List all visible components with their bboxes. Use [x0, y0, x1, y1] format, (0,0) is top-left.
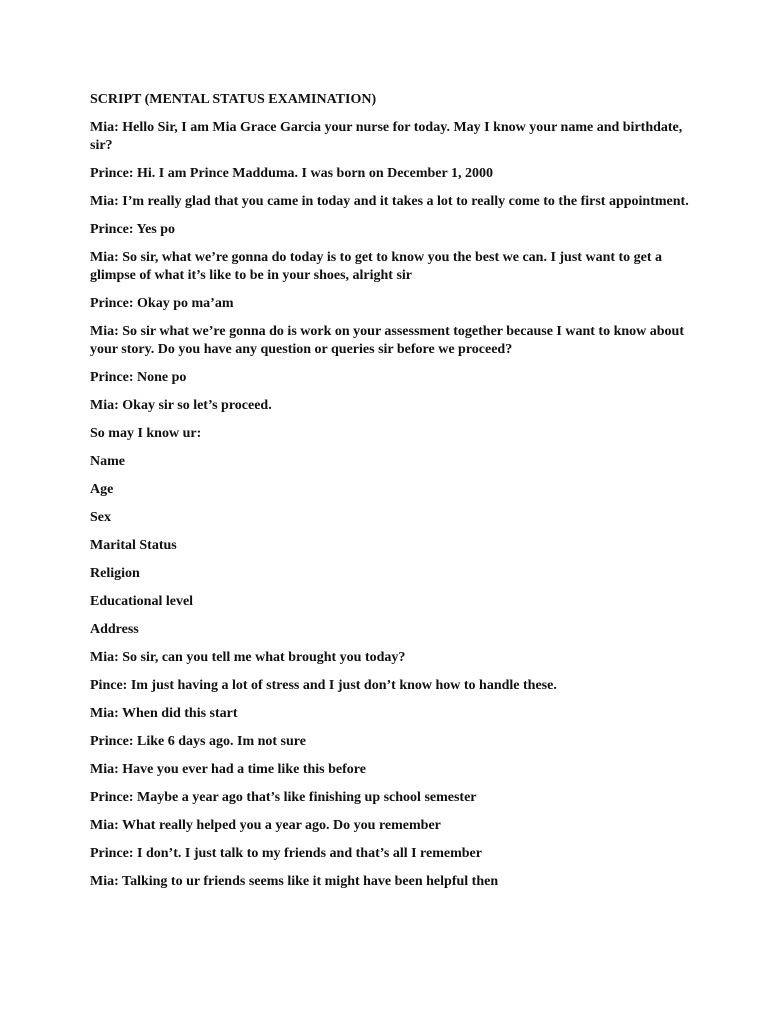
document-line: Prince: Maybe a year ago that’s like finishing up school semester — [90, 790, 477, 805]
document-line: Prince: Okay po ma’am — [90, 296, 234, 311]
document-line: Prince: Yes po — [90, 222, 176, 237]
document-line: Mia: I’m really glad that you came in today and it takes a lot to really come to the first appointment. — [90, 194, 689, 209]
document-line: Pince: Im just having a lot of stress and I just don’t know how to handle these. — [90, 678, 557, 693]
document-line: Sex — [90, 510, 111, 525]
document-line: Educational level — [90, 594, 194, 609]
document-line: Prince: I don’t. I just talk to my friends and that’s all I remember — [90, 846, 482, 861]
document-line: Prince: Hi. I am Prince Madduma. I was born on December 1, 2000 — [90, 166, 493, 181]
document-line: Mia: So sir, can you tell me what brought you today? — [90, 650, 406, 665]
document-line: Name — [90, 454, 125, 469]
document-content — [90, 91, 690, 901]
document-line: Prince: None po — [90, 370, 187, 385]
document-title: SCRIPT (MENTAL STATUS EXAMINATION) — [90, 92, 377, 107]
document-line: Mia: So sir what we’re gonna do is work on your assessment together because I want to know about your story. Do you have any question or queries sir before we proceed? — [90, 324, 684, 357]
document-line: Mia: When did this start — [90, 706, 238, 721]
document-line: Age — [90, 482, 114, 497]
document-line: Mia: Hello Sir, I am Mia Grace Garcia your nurse for today. May I know your name and birthdate, sir? — [90, 120, 683, 153]
document-line: Mia: What really helped you a year ago. Do you remember — [90, 818, 441, 833]
document-line: Mia: Have you ever had a time like this before — [90, 762, 366, 777]
document-line: Mia: Okay sir so let’s proceed. — [90, 398, 272, 413]
document-line: So may I know ur: — [90, 426, 202, 441]
document-line: Address — [90, 622, 139, 637]
document-line: Marital Status — [90, 538, 177, 553]
document-line: Mia: So sir, what we’re gonna do today is to get to know you the best we can. I just want to get a glimpse of what it’s like to be in your shoes, alright sir — [90, 250, 663, 283]
document-line: Prince: Like 6 days ago. Im not sure — [90, 734, 306, 749]
document-line: Religion — [90, 566, 140, 581]
document-line: Mia: Talking to ur friends seems like it might have been helpful then — [90, 874, 499, 889]
